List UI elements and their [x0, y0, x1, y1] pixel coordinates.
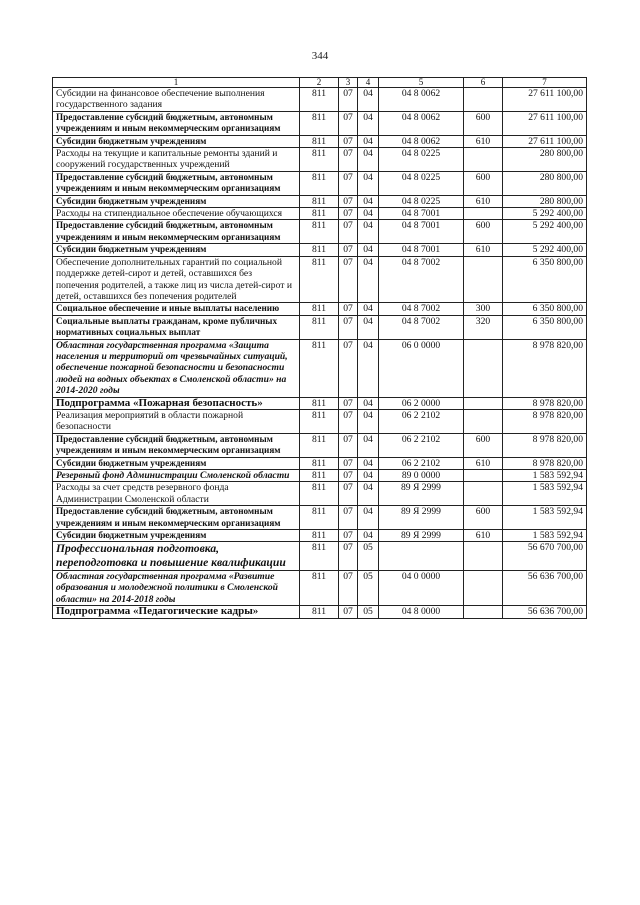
subsection-code-cell: 04	[358, 88, 379, 112]
ministry-code-cell: 811	[300, 571, 339, 606]
expense-name-cell: Субсидии бюджетным учреждениям	[53, 244, 300, 256]
table-row	[53, 542, 587, 571]
section-code-cell: 07	[339, 482, 358, 506]
amount-cell: 5 292 400,00	[503, 208, 587, 220]
ministry-code-cell: 811	[300, 606, 339, 618]
table-row	[53, 339, 587, 397]
amount-cell: 1 583 592,94	[503, 482, 587, 506]
ministry-code-cell: 811	[300, 111, 339, 135]
expense-name-cell: Расходы за счет средств резервного фонда Администрации Смоленской области	[53, 482, 300, 506]
expense-name-cell: Резервный фонд Администрации Смоленской области	[53, 470, 300, 482]
amount-cell: 27 611 100,00	[503, 111, 587, 135]
expense-type-cell: 600	[464, 506, 503, 530]
ministry-code-cell: 811	[300, 303, 339, 315]
section-code-cell: 07	[339, 135, 358, 147]
ministry-code-cell: 811	[300, 171, 339, 195]
expense-name-cell: Предоставление субсидий бюджетным, автономным учреждениям и иным некоммерческим организациям	[53, 111, 300, 135]
subsection-code-cell: 04	[358, 482, 379, 506]
target-article-cell: 06 2 0000	[379, 397, 464, 409]
subsection-code-cell: 04	[358, 171, 379, 195]
ministry-code-cell: 811	[300, 339, 339, 397]
expense-name-cell: Субсидии бюджетным учреждениям	[53, 195, 300, 207]
ministry-code-cell: 811	[300, 457, 339, 469]
amount-cell: 8 978 820,00	[503, 457, 587, 469]
target-article-cell: 04 8 0225	[379, 148, 464, 172]
expense-type-cell	[464, 208, 503, 220]
target-article-cell: 89 Я 2999	[379, 482, 464, 506]
expense-name-cell: Профессиональная подготовка, переподготовка и повышение квалификации	[53, 542, 300, 571]
subsection-code-cell: 04	[358, 148, 379, 172]
expense-type-cell: 320	[464, 315, 503, 339]
table-row	[53, 148, 587, 172]
expense-type-cell	[464, 256, 503, 303]
section-code-cell: 07	[339, 470, 358, 482]
table-body	[53, 88, 587, 619]
budget-table	[52, 77, 587, 619]
ministry-code-cell: 811	[300, 148, 339, 172]
amount-cell: 1 583 592,94	[503, 470, 587, 482]
expense-type-cell	[464, 470, 503, 482]
subsection-code-cell: 04	[358, 111, 379, 135]
expense-name-cell: Областная государственная программа «Защита населения и территорий от чрезвычайных ситуаций, обеспечение пожарной безопасности и безопасности людей на водных объектах в Смоленской области» на 2014-2020 годы	[53, 339, 300, 397]
expense-type-cell: 600	[464, 220, 503, 244]
subsection-code-cell: 05	[358, 542, 379, 571]
target-article-cell: 04 8 7001	[379, 208, 464, 220]
expense-name-cell: Социальное обеспечение и иные выплаты населению	[53, 303, 300, 315]
expense-name-cell: Субсидии бюджетным учреждениям	[53, 530, 300, 542]
amount-cell: 56 636 700,00	[503, 606, 587, 618]
target-article-cell: 04 8 7002	[379, 256, 464, 303]
ministry-code-cell: 811	[300, 88, 339, 112]
expense-name-cell: Расходы на текущие и капитальные ремонты зданий и сооружений государственных учреждений	[53, 148, 300, 172]
amount-cell: 56 670 700,00	[503, 542, 587, 571]
target-article-cell: 04 8 7001	[379, 244, 464, 256]
section-code-cell: 07	[339, 409, 358, 433]
expense-type-cell	[464, 482, 503, 506]
section-code-cell: 07	[339, 220, 358, 244]
amount-cell: 27 611 100,00	[503, 88, 587, 112]
subsection-code-cell: 05	[358, 571, 379, 606]
expense-type-cell	[464, 339, 503, 397]
amount-cell: 6 350 800,00	[503, 256, 587, 303]
ministry-code-cell: 811	[300, 409, 339, 433]
amount-cell: 1 583 592,94	[503, 506, 587, 530]
table-row	[53, 482, 587, 506]
amount-cell: 27 611 100,00	[503, 135, 587, 147]
amount-cell: 280 800,00	[503, 195, 587, 207]
target-article-cell: 04 8 7002	[379, 303, 464, 315]
expense-name-cell: Субсидии бюджетным учреждениям	[53, 457, 300, 469]
target-article-cell: 06 2 2102	[379, 433, 464, 457]
table-row	[53, 470, 587, 482]
ministry-code-cell: 811	[300, 433, 339, 457]
ministry-code-cell: 811	[300, 315, 339, 339]
section-code-cell: 07	[339, 244, 358, 256]
ministry-code-cell: 811	[300, 256, 339, 303]
target-article-cell: 04 8 0225	[379, 195, 464, 207]
expense-type-cell	[464, 606, 503, 618]
ministry-code-cell: 811	[300, 208, 339, 220]
subsection-code-cell: 04	[358, 220, 379, 244]
target-article-cell: 06 2 2102	[379, 457, 464, 469]
amount-cell: 1 583 592,94	[503, 530, 587, 542]
amount-cell: 5 292 400,00	[503, 244, 587, 256]
expense-name-cell: Предоставление субсидий бюджетным, автономным учреждениям и иным некоммерческим организациям	[53, 220, 300, 244]
target-article-cell: 04 8 7001	[379, 220, 464, 244]
amount-cell: 280 800,00	[503, 171, 587, 195]
table-row	[53, 303, 587, 315]
table-row	[53, 208, 587, 220]
expense-type-cell: 610	[464, 457, 503, 469]
subsection-code-cell: 05	[358, 606, 379, 618]
table-row	[53, 256, 587, 303]
page-number: 344	[311, 50, 329, 62]
expense-name-cell: Реализация мероприятий в области пожарной безопасности	[53, 409, 300, 433]
target-article-cell: 04 8 0062	[379, 111, 464, 135]
table-row	[53, 220, 587, 244]
table-row	[53, 397, 587, 409]
ministry-code-cell: 811	[300, 470, 339, 482]
table-row	[53, 506, 587, 530]
expense-name-cell: Расходы на стипендиальное обеспечение обучающихся	[53, 208, 300, 220]
expense-type-cell: 610	[464, 244, 503, 256]
expense-name-cell: Подпрограмма «Пожарная безопасность»	[53, 397, 300, 409]
ministry-code-cell: 811	[300, 220, 339, 244]
amount-cell: 8 978 820,00	[503, 397, 587, 409]
expense-name-cell: Предоставление субсидий бюджетным, автономным учреждениям и иным некоммерческим организациям	[53, 433, 300, 457]
amount-cell: 6 350 800,00	[503, 303, 587, 315]
subsection-code-cell: 04	[358, 195, 379, 207]
table-row	[53, 244, 587, 256]
target-article-cell: 04 8 0062	[379, 88, 464, 112]
column-number: 3	[339, 78, 358, 88]
table-row	[53, 88, 587, 112]
subsection-code-cell: 04	[358, 256, 379, 303]
table-row	[53, 606, 587, 618]
expense-type-cell	[464, 409, 503, 433]
ministry-code-cell: 811	[300, 506, 339, 530]
target-article-cell: 06 0 0000	[379, 339, 464, 397]
section-code-cell: 07	[339, 88, 358, 112]
amount-cell: 5 292 400,00	[503, 220, 587, 244]
expense-type-cell: 300	[464, 303, 503, 315]
expense-type-cell: 610	[464, 135, 503, 147]
amount-cell: 56 636 700,00	[503, 571, 587, 606]
column-number: 4	[358, 78, 379, 88]
column-number: 5	[379, 78, 464, 88]
expense-type-cell	[464, 571, 503, 606]
table-row	[53, 571, 587, 606]
subsection-code-cell: 04	[358, 315, 379, 339]
target-article-cell: 06 2 2102	[379, 409, 464, 433]
expense-name-cell: Субсидии на финансовое обеспечение выполнения государственного задания	[53, 88, 300, 112]
amount-cell: 280 800,00	[503, 148, 587, 172]
subsection-code-cell: 04	[358, 433, 379, 457]
target-article-cell: 89 Я 2999	[379, 530, 464, 542]
section-code-cell: 07	[339, 433, 358, 457]
section-code-cell: 07	[339, 208, 358, 220]
ministry-code-cell: 811	[300, 397, 339, 409]
column-number-row	[53, 78, 587, 88]
section-code-cell: 07	[339, 530, 358, 542]
table-row	[53, 433, 587, 457]
expense-type-cell	[464, 397, 503, 409]
subsection-code-cell: 04	[358, 339, 379, 397]
table-row	[53, 135, 587, 147]
column-number: 2	[300, 78, 339, 88]
target-article-cell: 04 8 0225	[379, 171, 464, 195]
section-code-cell: 07	[339, 457, 358, 469]
amount-cell: 8 978 820,00	[503, 339, 587, 397]
expense-type-cell: 600	[464, 171, 503, 195]
table-row	[53, 457, 587, 469]
subsection-code-cell: 04	[358, 208, 379, 220]
ministry-code-cell: 811	[300, 244, 339, 256]
expense-type-cell: 610	[464, 530, 503, 542]
table-row	[53, 195, 587, 207]
expense-type-cell: 610	[464, 195, 503, 207]
subsection-code-cell: 04	[358, 409, 379, 433]
section-code-cell: 07	[339, 339, 358, 397]
column-number: 7	[503, 78, 587, 88]
section-code-cell: 07	[339, 195, 358, 207]
table-row	[53, 409, 587, 433]
target-article-cell: 04 8 0062	[379, 135, 464, 147]
table-row	[53, 171, 587, 195]
expense-name-cell: Предоставление субсидий бюджетным, автономным учреждениям и иным некоммерческим организациям	[53, 171, 300, 195]
expense-name-cell: Предоставление субсидий бюджетным, автономным учреждениям и иным некоммерческим организациям	[53, 506, 300, 530]
subsection-code-cell: 04	[358, 397, 379, 409]
ministry-code-cell: 811	[300, 482, 339, 506]
section-code-cell: 07	[339, 397, 358, 409]
amount-cell: 8 978 820,00	[503, 433, 587, 457]
subsection-code-cell: 04	[358, 244, 379, 256]
target-article-cell	[379, 542, 464, 571]
table-row	[53, 315, 587, 339]
expense-type-cell	[464, 88, 503, 112]
section-code-cell: 07	[339, 506, 358, 530]
expense-name-cell: Подпрограмма «Педагогические кадры»	[53, 606, 300, 618]
subsection-code-cell: 04	[358, 530, 379, 542]
target-article-cell: 04 0 0000	[379, 571, 464, 606]
section-code-cell: 07	[339, 111, 358, 135]
section-code-cell: 07	[339, 315, 358, 339]
subsection-code-cell: 04	[358, 506, 379, 530]
subsection-code-cell: 04	[358, 470, 379, 482]
section-code-cell: 07	[339, 571, 358, 606]
amount-cell: 6 350 800,00	[503, 315, 587, 339]
section-code-cell: 07	[339, 303, 358, 315]
ministry-code-cell: 811	[300, 195, 339, 207]
ministry-code-cell: 811	[300, 135, 339, 147]
column-number: 6	[464, 78, 503, 88]
ministry-code-cell: 811	[300, 530, 339, 542]
expense-name-cell: Социальные выплаты гражданам, кроме публичных нормативных социальных выплат	[53, 315, 300, 339]
column-number: 1	[53, 78, 300, 88]
section-code-cell: 07	[339, 148, 358, 172]
expense-name-cell: Субсидии бюджетным учреждениям	[53, 135, 300, 147]
expense-type-cell: 600	[464, 111, 503, 135]
amount-cell: 8 978 820,00	[503, 409, 587, 433]
expense-type-cell	[464, 542, 503, 571]
section-code-cell: 07	[339, 606, 358, 618]
ministry-code-cell: 811	[300, 542, 339, 571]
expense-type-cell	[464, 148, 503, 172]
expense-name-cell: Областная государственная программа «Развитие образования и молодежной политики в Смоленской области» на 2014-2018 годы	[53, 571, 300, 606]
subsection-code-cell: 04	[358, 135, 379, 147]
target-article-cell: 04 8 0000	[379, 606, 464, 618]
section-code-cell: 07	[339, 171, 358, 195]
expense-type-cell: 600	[464, 433, 503, 457]
target-article-cell: 89 Я 2999	[379, 506, 464, 530]
table-row	[53, 111, 587, 135]
expense-name-cell: Обеспечение дополнительных гарантий по социальной поддержке детей-сирот и детей, оставшихся без попечения родителей, а также лиц из числа детей-сирот и детей, оставшихся без попечения родителей	[53, 256, 300, 303]
target-article-cell: 89 0 0000	[379, 470, 464, 482]
subsection-code-cell: 04	[358, 303, 379, 315]
table-row	[53, 530, 587, 542]
section-code-cell: 07	[339, 256, 358, 303]
target-article-cell: 04 8 7002	[379, 315, 464, 339]
subsection-code-cell: 04	[358, 457, 379, 469]
section-code-cell: 07	[339, 542, 358, 571]
